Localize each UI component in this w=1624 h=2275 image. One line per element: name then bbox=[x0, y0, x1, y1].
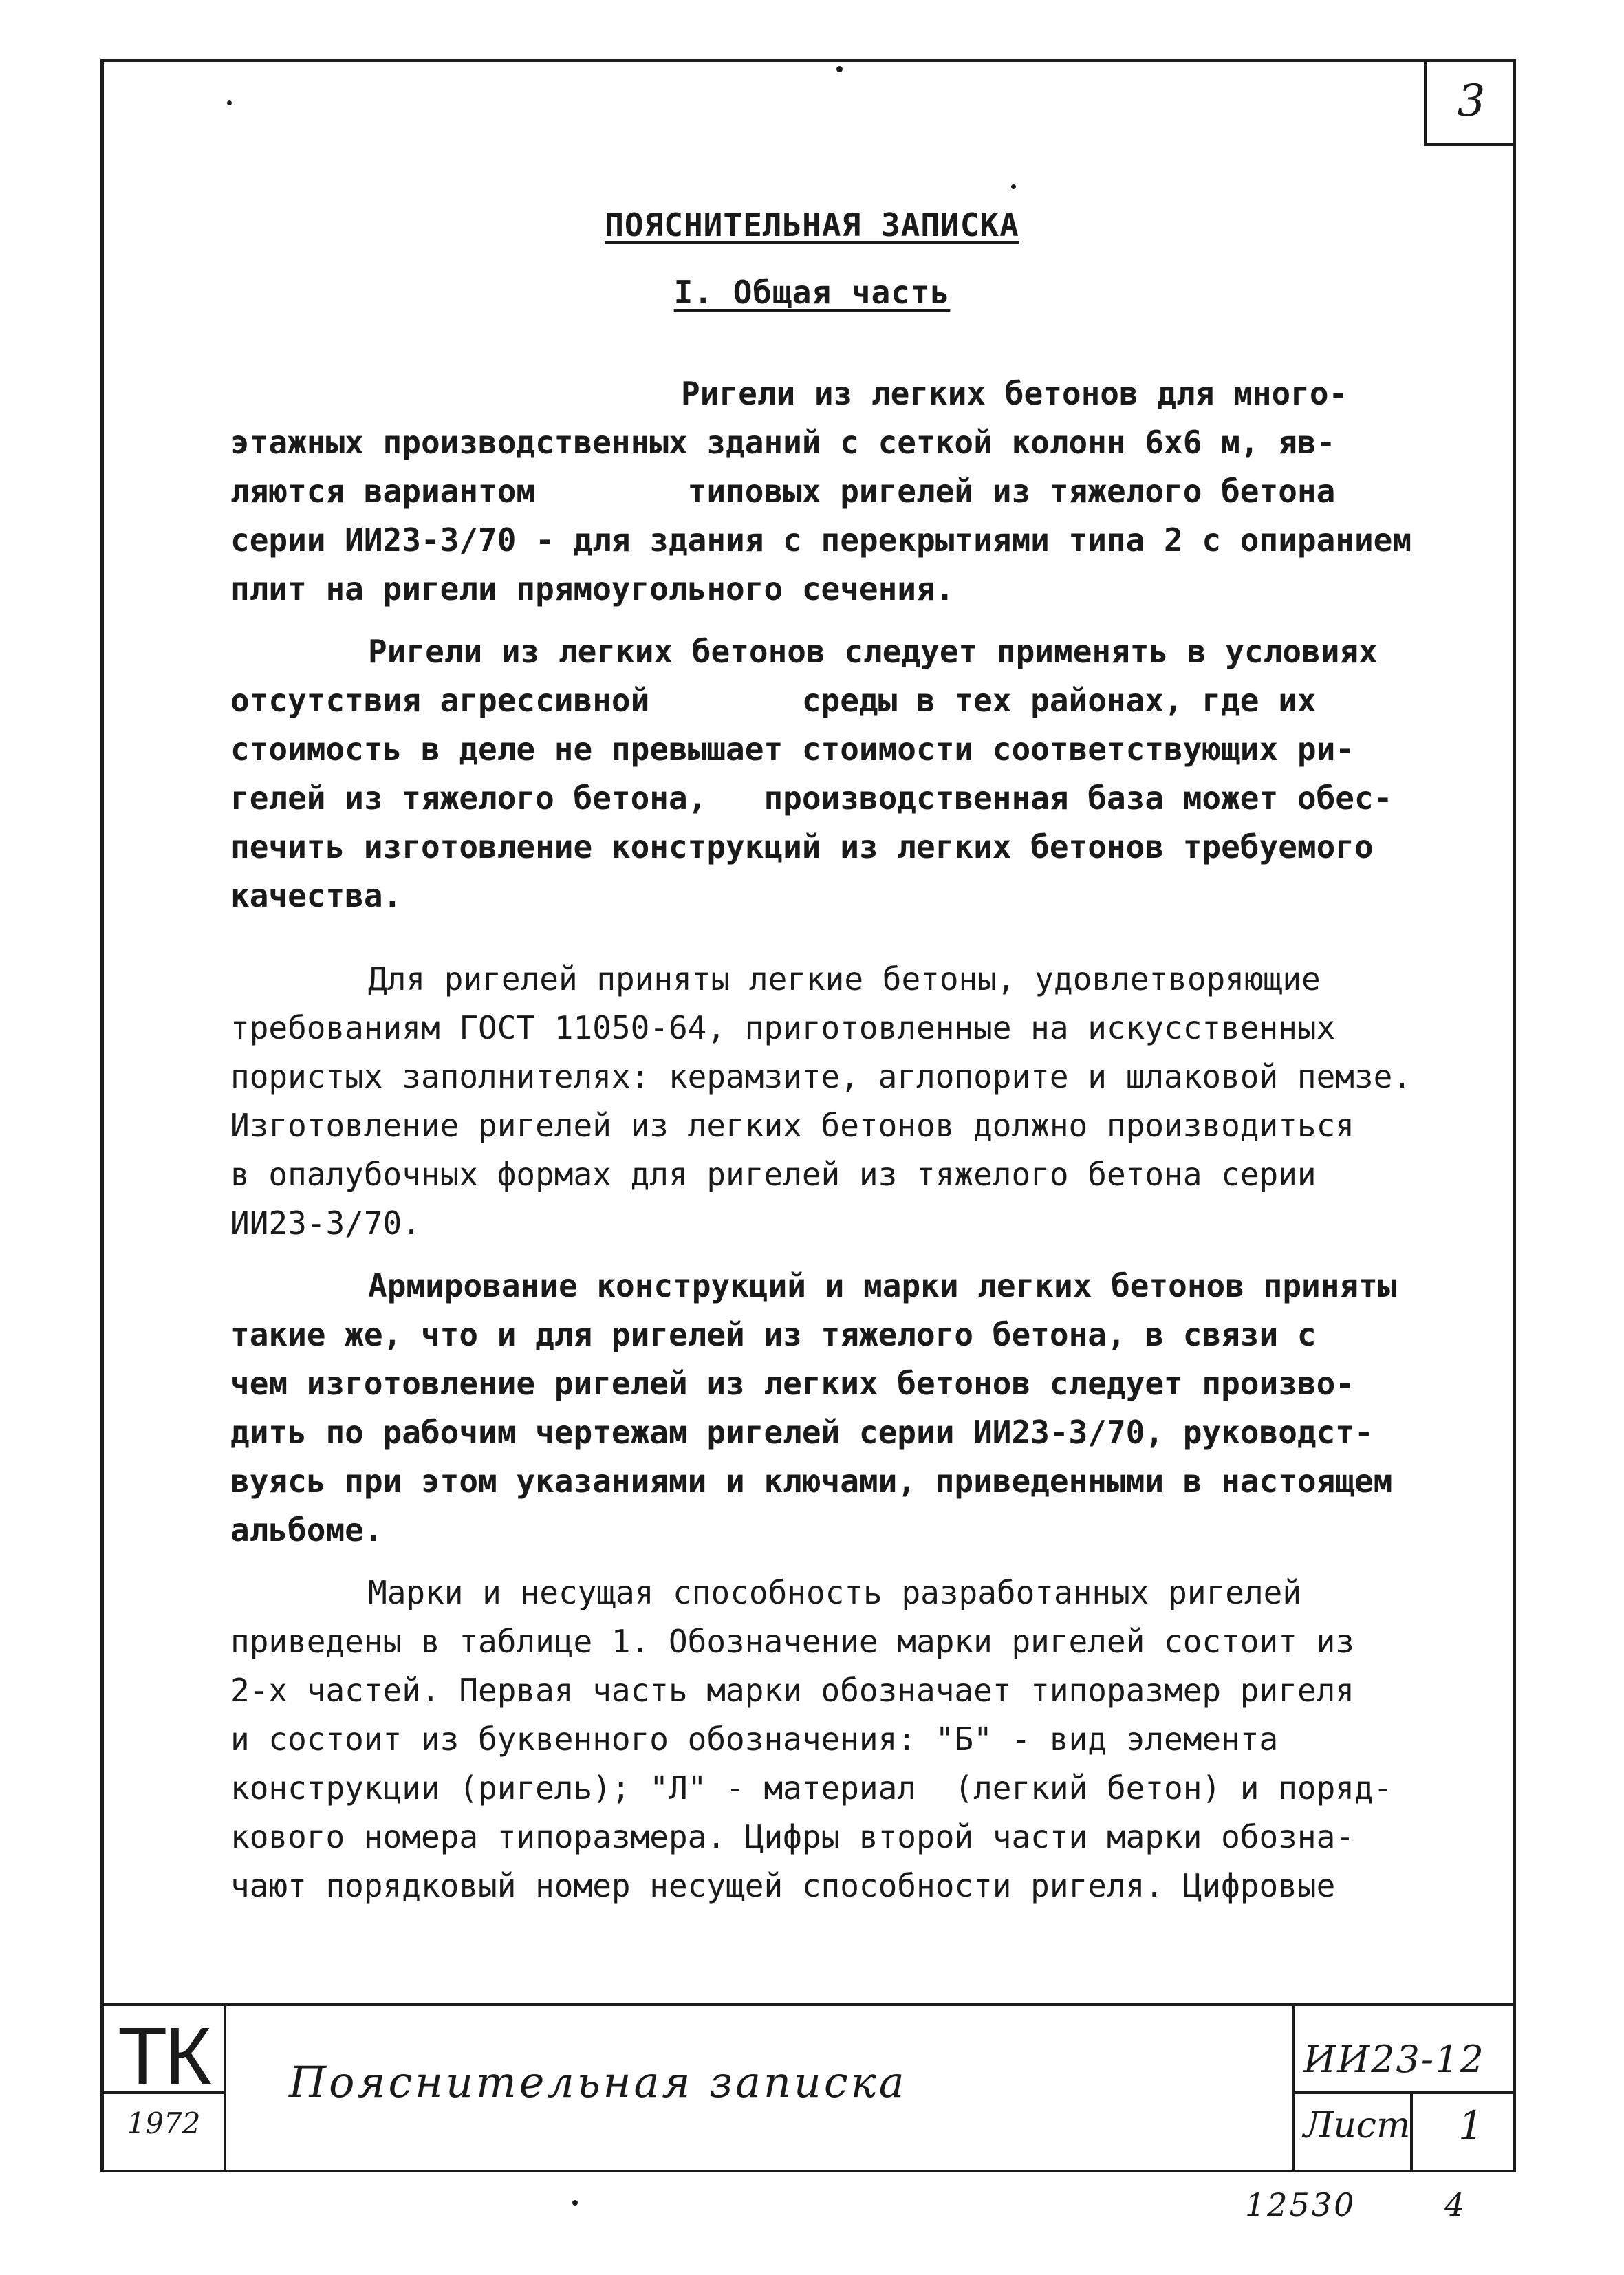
text-line: и состоит из буквенного обозначения: "Б" - вид элемента bbox=[230, 1721, 1279, 1758]
title-block-divider bbox=[1292, 2091, 1516, 2094]
text-line: конструкции (ригель); "Л" - материал (легкий бетон) и поряд- bbox=[230, 1769, 1393, 1807]
paragraph-3 bbox=[230, 955, 1496, 1248]
footer-number: 4 bbox=[1444, 2186, 1465, 2223]
text-line: ИИ23-3/70. bbox=[230, 1205, 421, 1242]
document-heading bbox=[0, 206, 1624, 244]
text-line: такие же, что и для ригелей из тяжелого бетона, в связи с bbox=[230, 1316, 1317, 1353]
text-line: отсутствия агрессивной среды в тех районах, где их bbox=[230, 682, 1317, 719]
title-block-title: Пояснительная записка bbox=[289, 2057, 907, 2107]
text-line: Для ригелей приняты легкие бетоны, удовлетворяющие bbox=[368, 960, 1321, 998]
scan-speck bbox=[572, 2200, 578, 2206]
scan-speck bbox=[227, 100, 232, 105]
text-line: требованиям ГОСТ 11050-64, приготовленные на искусственных bbox=[230, 1009, 1336, 1046]
paragraph-1 bbox=[230, 369, 1496, 614]
text-line: 2-х частей. Первая часть марки обозначает типоразмер ригеля bbox=[230, 1672, 1354, 1709]
text-line: стоимость в деле не превышает стоимости соответствующих ри- bbox=[230, 731, 1354, 768]
sheet-label: Лист bbox=[1303, 2105, 1411, 2146]
subheading-text: I. Общая часть bbox=[673, 274, 951, 311]
scan-speck bbox=[1011, 184, 1016, 189]
page-number: 3 bbox=[1424, 59, 1516, 146]
title-block-divider bbox=[1410, 2091, 1413, 2172]
text-line: Армирование конструкций и марки легких бетонов приняты bbox=[368, 1267, 1397, 1304]
text-line: чем изготовление ригелей из легких бетонов следует произво- bbox=[230, 1365, 1354, 1402]
paragraph-4 bbox=[230, 1262, 1496, 1555]
text-line: этажных производственных зданий с сеткой колонн 6х6 м, яв- bbox=[230, 424, 1336, 461]
paragraph-5 bbox=[230, 1568, 1496, 1910]
text-line: приведены в таблице 1. Обозначение марки ригелей состоит из bbox=[230, 1623, 1354, 1660]
text-line: печить изготовление конструкций из легких бетонов требуемого bbox=[230, 828, 1374, 865]
text-line: в опалубочных формах для ригелей из тяжелого бетона серии bbox=[230, 1156, 1317, 1193]
text-line: серии ИИ23-3/70 - для здания с перекрытиями типа 2 с опиранием bbox=[230, 521, 1412, 559]
text-line: плит на ригели прямоугольного сечения. bbox=[230, 570, 955, 607]
text-line: кового номера типоразмера. Цифры второй части марки обозна- bbox=[230, 1818, 1354, 1855]
title-block-divider bbox=[1292, 2003, 1295, 2172]
text-line: качества. bbox=[230, 877, 402, 914]
text-line: альбоме. bbox=[230, 1511, 383, 1549]
text-line: Марки и несущая способность разработанных ригелей bbox=[368, 1574, 1302, 1611]
body-text bbox=[230, 369, 1496, 1910]
text-line: вуясь при этом указаниями и ключами, приведенными в настоящем bbox=[230, 1463, 1393, 1500]
title-block-divider bbox=[224, 2003, 226, 2172]
paragraph-2 bbox=[230, 627, 1496, 920]
text-line: ляются вариантом типовых ригелей из тяжелого бетона bbox=[230, 473, 1336, 510]
heading-text: ПОЯСНИТЕЛЬНАЯ ЗАПИСКА bbox=[605, 206, 1019, 244]
series-code: ИИ23-12 bbox=[1303, 2038, 1485, 2081]
text-line: Ригели из легких бетонов следует применять в условиях bbox=[368, 633, 1378, 670]
text-line: чают порядковый номер несущей способности ригеля. Цифровые bbox=[230, 1867, 1336, 1904]
footer-code: 12530 bbox=[1245, 2186, 1356, 2223]
text-line: пористых заполнителях: керамзите, аглопорите и шлаковой пемзе. bbox=[230, 1058, 1412, 1095]
scan-speck bbox=[836, 66, 843, 72]
year-label: 1972 bbox=[127, 2106, 201, 2140]
tk-logo: ТК bbox=[118, 2011, 209, 2102]
section-heading bbox=[0, 274, 1624, 311]
text-line: Ригели из легких бетонов для много- bbox=[681, 375, 1348, 412]
title-block-top-line bbox=[100, 2003, 1516, 2006]
text-line: дить по рабочим чертежам ригелей серии ИИ23-3/70, руководст- bbox=[230, 1414, 1374, 1451]
sheet-number: 1 bbox=[1458, 2102, 1484, 2149]
text-line: Изготовление ригелей из легких бетонов должно производиться bbox=[230, 1107, 1354, 1144]
text-line: гелей из тяжелого бетона, производственная база может обес- bbox=[230, 779, 1393, 817]
